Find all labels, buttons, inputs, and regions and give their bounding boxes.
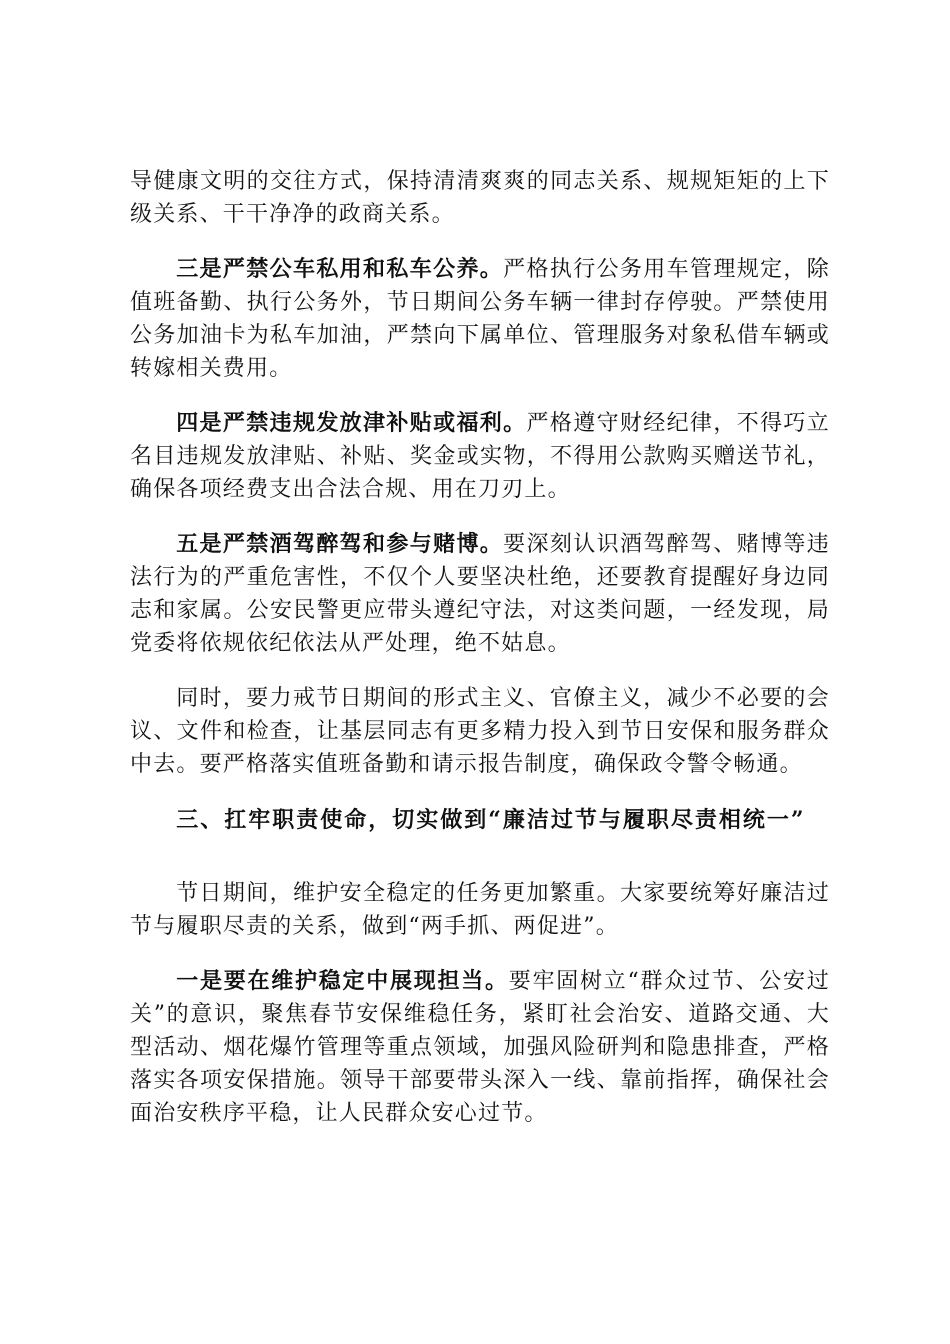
paragraph-item-allowances [130, 407, 830, 506]
paragraph-item-stability [130, 965, 830, 1130]
paragraph-lead: 三是严禁公车私用和私车公养。 [176, 256, 504, 282]
document-page [130, 165, 830, 1152]
paragraph-section-intro [130, 877, 830, 943]
paragraph-text: 严格遵守财经纪律，不得巧立名目违规发放津贴、补贴、奖金或实物，不得用公款购买赠送节礼，确保各项经费支出合法合规、用在刀刃上。 [130, 411, 830, 502]
paragraph-item-drunk-driving [130, 528, 830, 660]
paragraph-continuation [130, 165, 830, 231]
paragraph-formalism [130, 682, 830, 781]
paragraph-lead: 五是严禁酒驾醉驾和参与赌博。 [176, 531, 504, 557]
paragraph-item-official-vehicles [130, 253, 830, 385]
paragraph-lead: 一是要在维护稳定中展现担当。 [176, 968, 509, 994]
paragraph-text: 要牢固树立“群众过节、公安过关”的意识，聚焦春节安保维稳任务，紧盯社会治安、道路交通、大型活动、烟花爆竹管理等重点领域，加强风险研判和隐患排查，严格落实各项安保措施。领导干部要带头深入一线、靠前指挥，确保社会面治安秩序平稳，让人民群众安心过节。 [130, 969, 830, 1126]
paragraph-text: 导健康文明的交往方式，保持清清爽爽的同志关系、规规矩矩的上下级关系、干干净净的政商关系。 [130, 169, 830, 227]
section-heading: 三、扛牢职责使命，切实做到“廉洁过节与履职尽责相统一” [176, 807, 806, 833]
paragraph-text: 严格执行公务用车管理规定，除值班备勤、执行公务外，节日期间公务车辆一律封存停驶。严禁使用公务加油卡为私车加油，严禁向下属单位、管理服务对象私借车辆或转嫁相关费用。 [130, 257, 830, 381]
paragraph-text: 节日期间，维护安全稳定的任务更加繁重。大家要统筹好廉洁过节与履职尽责的关系，做到“两手抓、两促进”。 [130, 881, 830, 939]
paragraph-lead: 四是严禁违规发放津补贴或福利。 [176, 410, 527, 436]
paragraph-text: 同时，要力戒节日期间的形式主义、官僚主义，减少不必要的会议、文件和检查，让基层同志有更多精力投入到节日安保和服务群众中去。要严格落实值班备勤和请示报告制度，确保政令警令畅通。 [130, 686, 830, 777]
paragraph-text: 要深刻认识酒驾醉驾、赌博等违法行为的严重危害性，不仅个人要坚决杜绝，还要教育提醒好身边同志和家属。公安民警更应带头遵纪守法，对这类问题，一经发现，局党委将依规依纪依法从严处理，绝不姑息。 [130, 532, 830, 656]
